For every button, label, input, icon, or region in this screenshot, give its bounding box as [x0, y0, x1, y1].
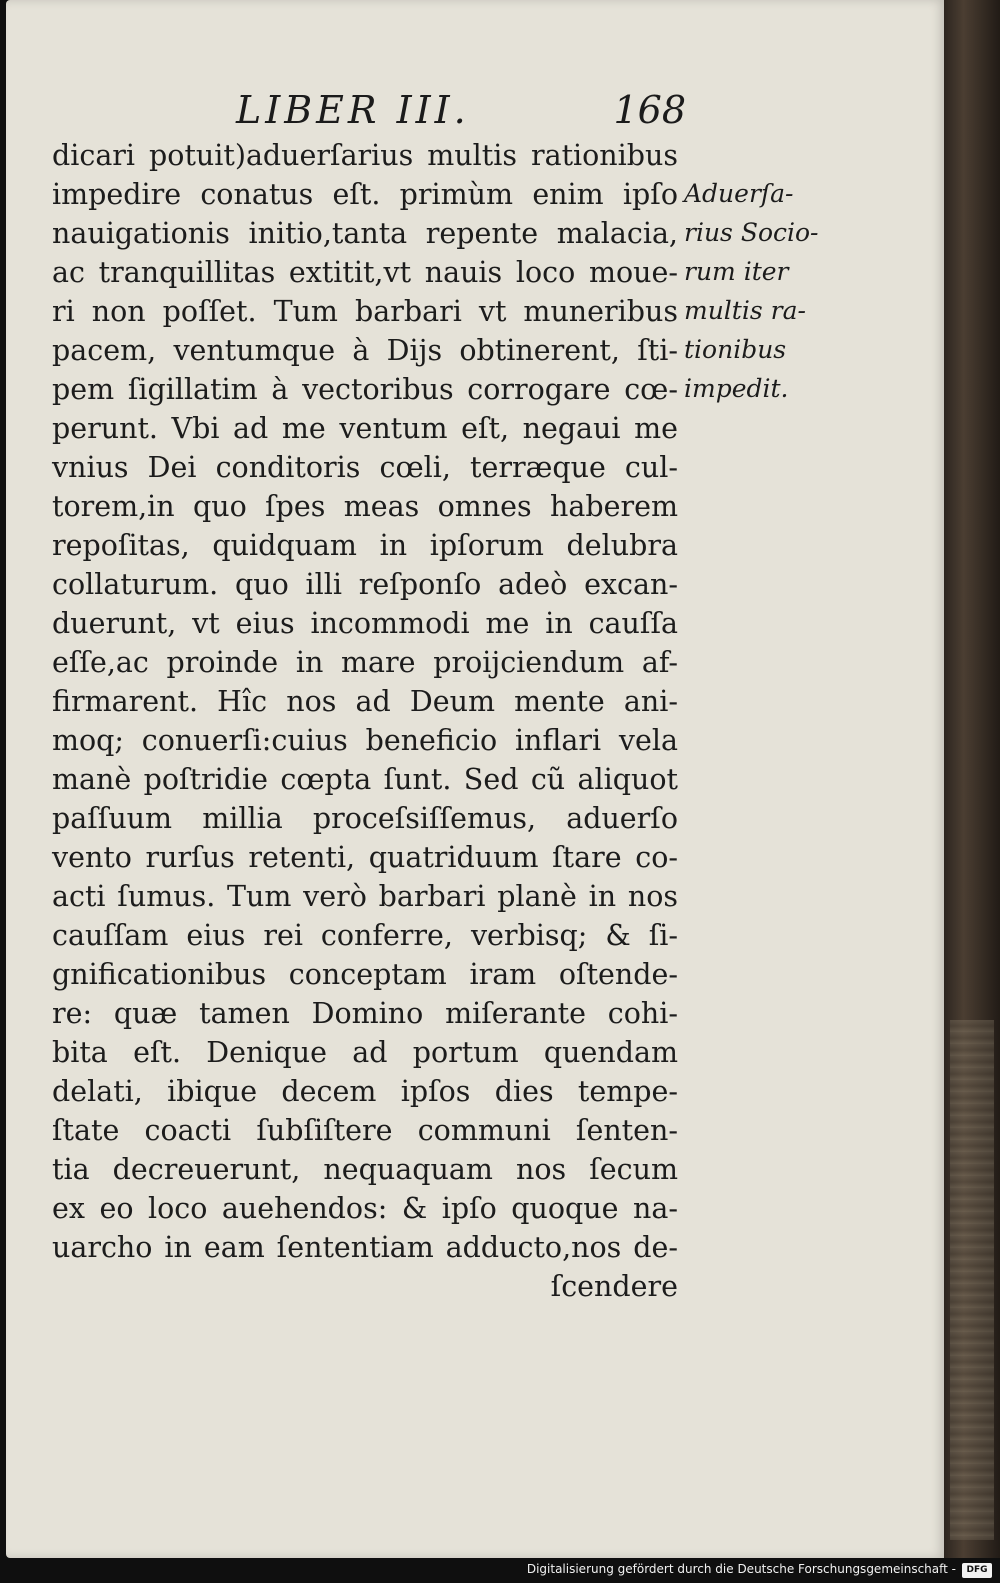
- marginal-note-line: tionibus: [684, 335, 787, 364]
- marginal-note-line: multis ra-: [684, 296, 806, 325]
- catchword: ſcendere: [550, 1270, 678, 1303]
- text-line: pem ſigillatim à vectoribus corrogare cœ-: [52, 373, 678, 406]
- book-page: [6, 0, 946, 1558]
- running-title: LIBER III.: [236, 88, 470, 132]
- text-line: nauigationis initio,tanta repente malacia,: [52, 217, 678, 250]
- body-text: [52, 136, 678, 1306]
- text-line: ri non poſſet. Tum barbari vt muneribus: [52, 295, 678, 328]
- text-line: tia decreuerunt, nequaquam nos ſecum: [52, 1153, 678, 1186]
- dfg-logo: DFG: [962, 1563, 992, 1578]
- marginal-note-line: impedit.: [684, 374, 789, 403]
- funding-credit: Digitalisierung gefördert durch die Deutsche Forschungsgemeinschaft -: [526, 1562, 956, 1576]
- page-number: 168: [613, 88, 686, 132]
- text-line: dicari potuit)aduerſarius multis rationibus: [52, 139, 678, 172]
- text-line: ſtate coacti ſubſiſtere communi ſenten-: [52, 1114, 678, 1147]
- text-line: bita eſt. Denique ad portum quendam: [52, 1036, 678, 1069]
- text-line: repoſitas, quidquam in ipſorum delubra: [52, 529, 678, 562]
- text-line: cauſſam eius rei conferre, verbisq; & ſi-: [52, 919, 678, 952]
- marginal-note-line: rius Socio-: [684, 218, 819, 247]
- marginal-note: [684, 174, 844, 408]
- text-line: vnius Dei conditoris cœli, terræque cul-: [52, 451, 678, 484]
- running-head: [236, 88, 686, 132]
- marginal-note-line: rum iter: [684, 257, 789, 286]
- text-line: firmarent. Hîc nos ad Deum mente ani-: [52, 685, 678, 718]
- text-line: ex eo loco auehendos: & ipſo quoque na-: [52, 1192, 678, 1225]
- text-line: moq; conuerſi:cuius beneficio inflari vela: [52, 724, 678, 757]
- text-line: eſſe,ac proinde in mare proijciendum af-: [52, 646, 678, 679]
- book-spine-edge: [944, 0, 1000, 1558]
- text-line: re: quæ tamen Domino miſerante cohi-: [52, 997, 678, 1030]
- text-line: ac tranquillitas extitit,vt nauis loco moue-: [52, 256, 678, 289]
- text-line: duerunt, vt eius incommodi me in cauſſa: [52, 607, 678, 640]
- marginal-note-line: Aduerſa-: [684, 179, 794, 208]
- text-line: perunt. Vbi ad me ventum eſt, negaui me: [52, 412, 678, 445]
- text-line: torem,in quo ſpes meas omnes haberem: [52, 490, 678, 523]
- text-line: delati, ibique decem ipſos dies tempe-: [52, 1075, 678, 1108]
- text-line: acti ſumus. Tum verò barbari planè in nos: [52, 880, 678, 913]
- text-line: gnificationibus conceptam iram oſtende-: [52, 958, 678, 991]
- text-line: manè poſtridie cœpta ſunt. Sed cũ aliquot: [52, 763, 678, 796]
- text-line: uarcho in eam ſententiam adducto,nos de-: [52, 1231, 678, 1264]
- text-line: vento rurſus retenti, quatriduum ſtare co-: [52, 841, 678, 874]
- text-line: paſſuum millia proceſsiſſemus, aduerſo: [52, 802, 678, 835]
- text-line: impedire conatus eſt. primùm enim ipſo: [52, 178, 678, 211]
- text-line: pacem, ventumque à Dijs obtinerent, ſti-: [52, 334, 678, 367]
- footer-bar: [0, 1558, 1000, 1583]
- text-line: collaturum. quo illi reſponſo adeò excan-: [52, 568, 678, 601]
